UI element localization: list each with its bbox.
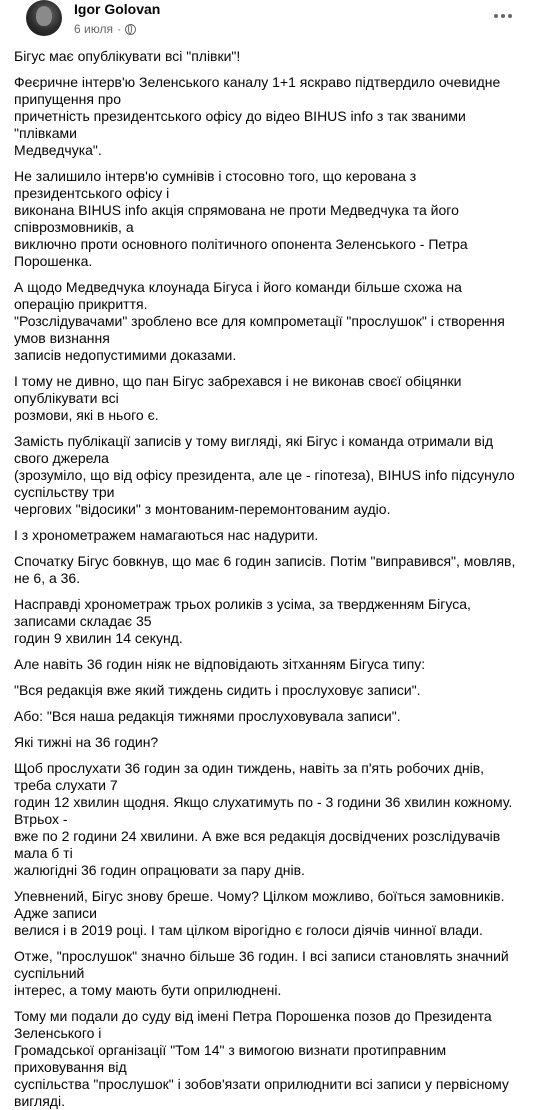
post-paragraph: І тому не дивно, що пан Бігус забрехався і не виконав своєї обіцянки опублікувати всі розмови, які в нього є. [14, 373, 462, 423]
post-paragraph: Замість публікації записів у тому вигляді, які Бігус і команда отримали від свого джерела (зрозуміло, що від офісу президента, але це - гіпотеза), BIHUS info підсунуло суспільству три чергових "вiдосики" з монтованим-перемонтованим аудіо. [14, 433, 515, 517]
post-paragraph: Щоб прослухати 36 годин за один тиждень, навіть за п'ять робочих днів, треба слухати 7 годин 12 хвилин щодня. Якщо слухатимуть по - 3 години 36 хвилин кожному. Втрьох - вже по 2 години 24 хвилини. А вже вся редакція досвідчених розслідувачів мала б ті жалюгідні 36 годин опрацювати за пару днів. [14, 760, 513, 878]
author-name[interactable]: Igor Golovan [74, 1, 161, 17]
post-paragraph: Не залишило інтерв'ю сумнівів і стосовно того, що керована з президентського офісу і виконана BIHUS info акція спрямована не проти Медведчука та його співрозмовників, а виключно проти основного політичного опонента Зеленського - Петра Порошенка. [14, 168, 468, 269]
post-paragraph: Феєричне інтерв'ю Зеленського каналу 1+1 яскраво підтвердило очевидне припущення про причетність президентського офісу до відео BIHUS info з так званими "плівками Медведчука". [14, 74, 501, 158]
post-paragraph: Тому ми подали до суду від імені Петра Порошенка позов до Президента Зеленського і Громадської організації "Том 14" з вимогою визнати протиправним приховування від суспільства "прослушок" і зобов'язати оприлюднити всі записи у первісному вигляді. [14, 1008, 509, 1109]
post-paragraph: Або: "Вся наша редакція тижнями прослуховувала записи". [14, 708, 401, 724]
post-paragraph: Насправді хронометраж трьох роликів з усіма, за твердженням Бігуса, записами складає 35 годин 9 хвилин 14 секунд. [14, 596, 471, 646]
post-date[interactable]: 6 июля [74, 22, 113, 36]
post-body [12, 40, 527, 1110]
post-paragraph: А щодо Медведчука клоунада Бігуса і його команди більше схожа на операцію прикриття. "Розслідувачами" зроблено все для компрометації "прослушок" і створення умов визнання записів недопустимими доказами. [14, 279, 505, 363]
post-paragraph: Отже, "прослушок" значно більше 36 годин. І всі записи становлять значний суспільний інтерес, а тому мають бути оприлюднені. [14, 948, 509, 998]
post-paragraph: Упевнений, Бігус знову бреше. Чому? Цілком можливо, боїться замовників. Адже записи велися і в 2019 році. І там цілком вірогідно є голоси діячів чинної влади. [14, 888, 505, 938]
avatar[interactable] [26, 0, 62, 36]
post-paragraph: І з хронометражем намагаються нас надурити. [14, 527, 319, 543]
post-paragraph: "Вся редакція вже який тиждень сидить і прослуховує записи". [14, 682, 421, 698]
post-paragraph: Бігус має опублікувати всі "плівки"! [14, 48, 241, 64]
post-meta: 6 июля · [74, 22, 136, 36]
post-header [12, 0, 527, 40]
post-paragraph: Які тижні на 36 годин? [14, 734, 159, 750]
post-paragraph: Але навіть 36 годин ніяк не відповідають зітханням Бігуса типу: [14, 656, 426, 672]
post-paragraph: Спочатку Бігус бовкнув, що має 6 годин записів. Потім "виправився", мовляв, не 6, а 36. [14, 553, 516, 586]
more-options-button[interactable] [489, 6, 517, 26]
globe-icon[interactable] [125, 24, 136, 35]
